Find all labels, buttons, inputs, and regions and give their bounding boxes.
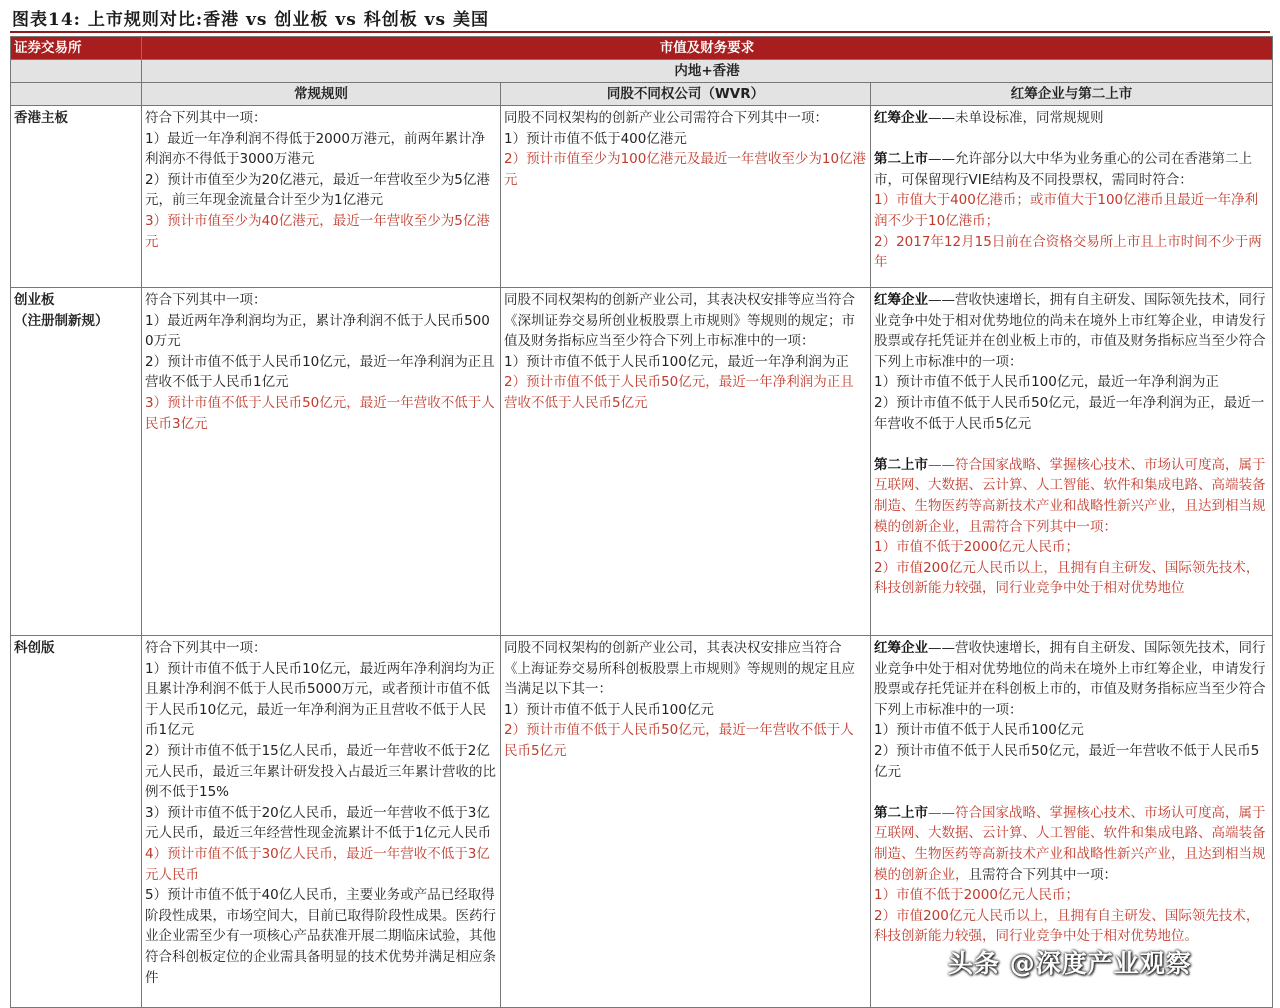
text-line: 2）预计市值不低于15亿人民币，最近一年营收不低于2亿元人民币，最近三年累计研发投入占最近三年累计营收的比例不低于15% [145, 742, 496, 801]
label-secondary-listing: 第二上市 [874, 804, 928, 821]
text-line-highlight: 2）预计市值不低于人民币50亿元，最近一年营收不低于人民币5亿元 [504, 722, 854, 759]
title-rule [10, 31, 1270, 33]
market-star [11, 636, 142, 1008]
text-line-highlight: 2）预计市值不低于人民币50亿元，最近一年净利润为正且营收不低于人民币5亿元 [504, 374, 854, 411]
text-line: 1）预计市值不低于人民币100亿元 [874, 722, 1084, 739]
text-line: ——未单设标准，同常规规则 [928, 110, 1104, 126]
header-region: 内地+香港 [142, 60, 1273, 83]
market-gem [11, 288, 142, 636]
label-secondary-listing: 第二上市 [874, 151, 928, 168]
table-row-hk [11, 106, 1273, 288]
header-blank-2 [11, 83, 142, 106]
header-redchip: 红筹企业与第二上市 [871, 83, 1273, 106]
text-line: 1）最近一年净利润不得低于2000万港元，前两年累计净利润亦不得低于3000万港元 [145, 130, 485, 168]
text-line-highlight: ——符合国家战略、掌握核心技术、市场认可度高，属于互联网、大数据、云计算、人工智能、软件和集成电路、高端装备制造、生物医药等高新技术产业和战略性新兴产业，且达到相当规模的创新企业，且需符合下列其中一项： [874, 456, 1266, 535]
text-line: 2）预计市值不低于人民币10亿元，最近一年净利润为正且营收不低于人民币1亿元 [145, 353, 495, 391]
text-line: 5）预计市值不低于40亿人民币，主要业务或产品已经取得阶段性成果，市场空间大，目前已取得阶段性成果。医药行业企业需至少有一项核心产品获准开展二期临床试验，其他符合科创板定位的企业需具备明显的技术优势并满足相应条件 [145, 887, 496, 986]
text-line: 且需符合下列其中一项： [968, 866, 1117, 883]
watermark: 头条 @深度产业观察 [948, 949, 1192, 978]
table-row-gem [11, 288, 1273, 636]
gem-regular-cell [142, 288, 501, 636]
listing-rules-table [10, 36, 1273, 1008]
text-line-highlight: 1）市值大于400亿港币；或市值大于100亿港币且最近一年净利润不少于10亿港币； [874, 192, 1259, 229]
text-line-highlight: 3）预计市值不低于人民币50亿元，最近一年营收不低于人民币3亿元 [145, 394, 495, 432]
market-star-label: 科创版 [14, 640, 55, 656]
label-redchip: 红筹企业 [874, 110, 928, 126]
header-blank [11, 60, 142, 83]
text-line: 1）预计市值不低于人民币100亿元，最近一年净利润为正 [874, 374, 1219, 391]
text-line: 符合下列其中一项： [145, 640, 267, 656]
header-row-columns [11, 83, 1273, 106]
text-line-highlight: 3）预计市值至少为40亿港元，最近一年营收至少为5亿港元 [145, 212, 490, 250]
text-line: ——允许部分以大中华为业务重心的公司在香港第二上市，可保留现行VIE结构及不同投票权，需同时符合： [874, 151, 1252, 188]
text-line: 2）预计市值不低于人民币50亿元，最近一年净利润为正，最近一年营收不低于人民币5亿元 [874, 394, 1265, 432]
text-line: 3）预计市值不低于20亿人民币，最近一年营收不低于3亿元人民币，最近三年经营性现金流累计不低于1亿元人民币 [145, 804, 492, 842]
text-line-highlight: 2）2017年12月15日前在合资格交易所上市且上市时间不少于两年 [874, 233, 1262, 271]
text-line: ——营收快速增长，拥有自主研发、国际领先技术，同行业竞争中处于相对优势地位的尚未在境外上市红筹企业，申请发行股票或存托凭证并在科创板上市的，市值及财务指标应当至少符合下列上市标准中的一项： [874, 640, 1266, 718]
text-line: 1）最近两年净利润均为正，累计净利润不低于人民币5000万元 [145, 312, 490, 350]
header-row-top [11, 37, 1273, 60]
gem-redchip-cell [871, 288, 1273, 636]
header-exchange: 证券交易所 [11, 37, 142, 60]
text-line-highlight: 2）市值200亿元人民币以上，且拥有自主研发、国际领先技术，科技创新能力较强，同行业竞争中处于相对优势地位 [874, 559, 1260, 597]
market-gem-label: 创业板 [14, 292, 55, 308]
text-line: ——营收快速增长，拥有自主研发、国际领先技术，同行业竞争中处于相对优势地位的尚未在境外上市红筹企业，申请发行股票或存托凭证并在创业板上市的，市值及财务指标应当至少符合下列上市标准中的一项： [874, 292, 1266, 370]
gem-wvr-cell [501, 288, 871, 636]
header-requirements: 市值及财务要求 [142, 37, 1273, 60]
header-wvr: 同股不同权公司（WVR） [501, 83, 871, 106]
text-line-highlight: 1）市值不低于2000亿元人民币； [874, 887, 1079, 904]
text-line-highlight: 2）预计市值至少为100亿港元及最近一年营收至少为10亿港元 [504, 151, 867, 188]
text-line: 1）预计市值不低于400亿港元 [504, 130, 687, 147]
hk-wvr-cell [501, 106, 871, 288]
header-row-region [11, 60, 1273, 83]
text-line: 同股不同权架构的创新产业公司，其表决权安排应当符合《上海证券交易所科创板股票上市规则》等规则的规定且应当满足以下其一： [504, 640, 855, 698]
text-line: 1）预计市值不低于人民币100亿元，最近一年净利润为正 [504, 353, 849, 370]
star-wvr-cell [501, 636, 871, 1008]
text-line: 符合下列其中一项： [145, 110, 267, 126]
market-gem-sublabel: （注册制新规） [14, 312, 109, 329]
text-line: 1）预计市值不低于人民币100亿元 [504, 701, 714, 718]
label-redchip: 红筹企业 [874, 292, 928, 308]
text-line: 2）预计市值不低于人民币50亿元，最近一年营收不低于人民币5亿元 [874, 742, 1260, 780]
hk-redchip-cell [871, 106, 1273, 288]
text-line-highlight: 4）预计市值不低于30亿人民币，最近一年营收不低于3亿元人民币 [145, 845, 490, 883]
market-hk [11, 106, 142, 288]
label-redchip: 红筹企业 [874, 640, 928, 656]
hk-regular-cell [142, 106, 501, 288]
text-line: 符合下列其中一项： [145, 292, 267, 308]
label-secondary-listing: 第二上市 [874, 456, 928, 473]
text-line-highlight: 1）市值不低于2000亿元人民币； [874, 539, 1079, 556]
text-line: 2）预计市值至少为20亿港元，最近一年营收至少为5亿港元，前三年现金流量合计至少为1亿港元 [145, 171, 490, 209]
text-line: 1）预计市值不低于人民币10亿元，最近两年净利润均为正且累计净利润不低于人民币5000万元，或者预计市值不低于人民币10亿元，最近一年净利润为正且营收不低于人民币1亿元 [145, 660, 495, 739]
star-regular-cell [142, 636, 501, 1008]
text-line: 同股不同权架构的创新产业公司，其表决权安排等应当符合《深圳证券交易所创业板股票上市规则》等规则的规定；市值及财务指标应当至少符合下列上市标准中的一项： [504, 292, 855, 350]
market-hk-label: 香港主板 [14, 110, 68, 126]
text-line: 同股不同权架构的创新产业公司需符合下列其中一项： [504, 110, 828, 126]
header-regular: 常规规则 [142, 83, 501, 106]
text-line-highlight: 2）市值200亿元人民币以上，且拥有自主研发、国际领先技术，科技创新能力较强，同行业竞争中处于相对优势地位。 [874, 907, 1260, 945]
figure-title: 图表14: 上市规则对比:香港 vs 创业板 vs 科创板 vs 美国 [12, 10, 489, 30]
text-line-highlight: ——符合国家战略、掌握核心技术、市场认可度高，属于互联网、大数据、云计算、人工智能、软件和集成电路、高端装备制造、生物医药等高新技术产业和战略性新兴产业，且达到相当规模的创新企业， [874, 804, 1266, 883]
